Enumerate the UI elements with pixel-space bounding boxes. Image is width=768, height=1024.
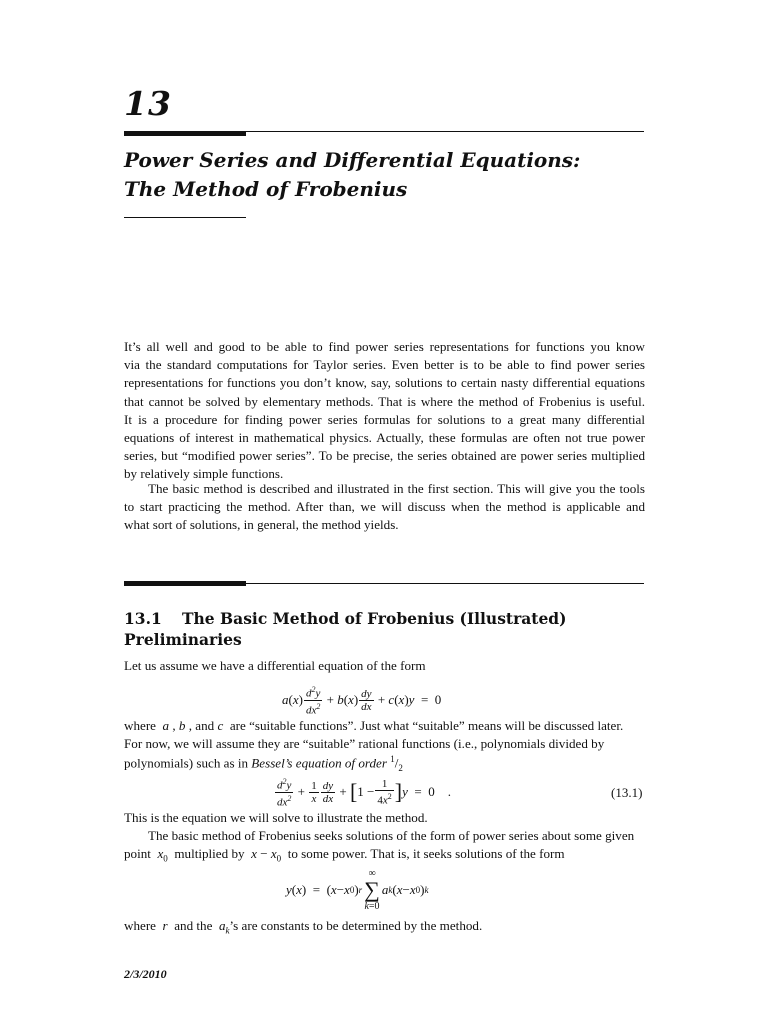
intro-line: representations for functions you don’t know, say, solutions to certain nasty differential equations (124, 375, 645, 391)
body-line-8: where r and the $a_k’s$ are constants to be determined by the method. (124, 918, 483, 936)
body-text: to some power. That is, it seeks solutions of the form (287, 846, 565, 861)
body-text: polynomials) such as in (124, 755, 249, 771)
equation-bessel: $\frac{d^2y}{dx^2}$ + $\frac{1}{x}$ $\frac{dy}{dx}$ + [ 1 − $\frac{1}{4x^2}$ ] y = 0 . (277, 777, 451, 809)
equation-number: (13.1) (611, 785, 643, 800)
section-rule-accent (124, 581, 246, 586)
section-title: The Basic Method of Frobenius (Illustrated) (182, 609, 567, 628)
equation-general-form: a ( x ) $\frac{d^2y}{dx^2}$ + b ( x ) $\frac{dy}{dx}$ + c ( x ) y = 0 (282, 685, 442, 717)
body-text: point (124, 846, 151, 861)
section-heading (124, 608, 566, 650)
body-text: multiplied by (174, 846, 245, 861)
chapter-rule-accent (124, 131, 246, 136)
intro-line: series, but “modified power series”. To be precise, the series obtained are power series multiplied (124, 448, 645, 464)
equation-frobenius-series: y ( x ) = ( x − x 0 ) r ∞ ∑ k=0 a k ( x − x 0 ) k (286, 868, 429, 912)
chapter-title-line-2: The Method of Frobenius (124, 177, 408, 201)
body-text: where (124, 918, 156, 933)
chapter-number: 13 (124, 84, 172, 123)
intro-line: to start practicing the method. After than, we will discuss when the method is applicable and (124, 499, 645, 515)
intro-paragraph-1 (124, 338, 645, 484)
intro-line: via the standard computations for Taylor series. Even better is to be able to find power series (124, 357, 645, 373)
intro-line: equations of interest in mathematical physics. Actually, these formulas are often not true power (124, 430, 645, 446)
body-text: ’s are constants to be determined by the method. (229, 918, 483, 933)
title-underline (124, 217, 246, 218)
intro-line: that cannot be solved by elementary methods. That is where the method of Frobenius is useful. (124, 393, 645, 409)
body-line-5: This is the equation we will solve to illustrate the method. (124, 810, 428, 825)
section-number: 13.1 (124, 609, 162, 628)
body-line-6: The basic method of Frobenius seeks solutions of the form of power series about some given (148, 828, 635, 843)
section-subtitle: Preliminaries (124, 630, 242, 649)
body-text: are “suitable functions”. Just what “suitable” means will be discussed later. (229, 718, 624, 733)
chapter-title (124, 146, 664, 204)
intro-paragraph-2 (124, 480, 645, 535)
body-text: and the (174, 918, 213, 933)
intro-line: The basic method is described and illustrated in the first section. This will give you the tools (148, 481, 645, 496)
intro-line: by relatively simple functions. (124, 466, 284, 482)
body-line-3: For now, we will assume they are “suitable” rational functions (i.e., polynomials divided by (124, 736, 605, 751)
intro-line: It is a procedure for finding power series formulas for solutions to a great many differential (124, 411, 645, 427)
body-line-4: polynomials) such as in Bessel’s equation of order $^1/_2$ (124, 754, 403, 773)
body-line-1: Let us assume we have a differential equation of the form (124, 658, 426, 673)
body-line-2: where a , b , and c are “suitable functions”. Just what “suitable” means will be discussed later. (124, 718, 624, 733)
body-line-7: point $x_0$ multiplied by $x - x_0$ to some power. That is, it seeks solutions of the form (124, 846, 565, 864)
intro-line: what sort of solutions, in general, the method yields. (124, 517, 399, 533)
body-text: where (124, 718, 156, 733)
footer-date: 2/3/2010 (124, 967, 167, 981)
chapter-title-line-1: Power Series and Differential Equations: (124, 148, 581, 172)
intro-line: It’s all well and good to be able to find power series representations for functions you know (124, 339, 645, 354)
body-text-italic: Bessel’s equation of order (251, 755, 387, 771)
